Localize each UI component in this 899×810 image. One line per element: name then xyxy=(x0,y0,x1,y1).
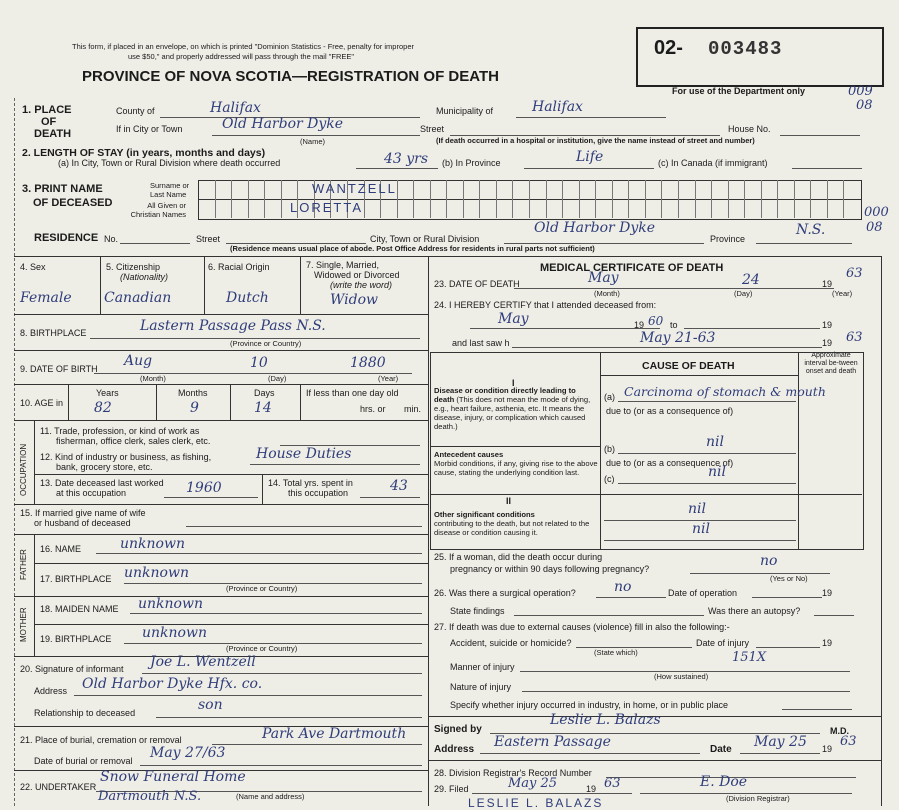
surname-label-1: Surname or xyxy=(150,181,190,190)
stay-b-label: (b) In Province xyxy=(442,158,501,168)
how-sustained-caption: (How sustained) xyxy=(654,672,709,681)
days-value: 14 xyxy=(254,400,272,416)
other-note: contributing to the death, but not related to the disease or condition causing it. xyxy=(434,519,590,537)
q29-line xyxy=(472,793,632,794)
sex-label: 4. Sex xyxy=(20,262,46,272)
name-grid-divider xyxy=(215,180,216,218)
name-grid-divider xyxy=(678,180,679,218)
father-bottom xyxy=(14,596,428,597)
dob-day-caption: (Day) xyxy=(268,374,287,383)
residence-label: RESIDENCE xyxy=(34,232,99,244)
reg-number: 003483 xyxy=(708,38,783,60)
father-name-line xyxy=(96,553,422,554)
manner-label: Manner of injury xyxy=(450,662,515,672)
birthplace-label: 8. BIRTHPLACE xyxy=(20,328,87,338)
given-value: LORETTA xyxy=(290,200,363,215)
last-saw-century: 19 xyxy=(822,338,833,348)
residence-province-value: N.S. xyxy=(796,222,826,238)
father-row-mid xyxy=(34,563,428,564)
q12-bottom xyxy=(34,474,428,475)
name-grid-divider xyxy=(761,180,762,218)
q25-line xyxy=(690,573,830,574)
q24-from-year: 60 xyxy=(648,314,664,328)
name-grid-divider xyxy=(562,180,563,218)
signer-address-value: Eastern Passage xyxy=(494,734,611,750)
accident-label: Accident, suicide or homicide? xyxy=(450,638,572,648)
undertaker-value-2: Dartmouth N.S. xyxy=(98,789,202,804)
informant-address-value: Old Harbor Dyke Hfx. co. xyxy=(82,676,263,692)
filed-value: May 25 xyxy=(508,776,558,791)
q23-year: 63 xyxy=(846,266,863,281)
registrar-caption: (Division Registrar) xyxy=(726,794,790,803)
citizenship-label-2: (Nationality) xyxy=(120,272,169,282)
q24-from: May xyxy=(498,311,529,327)
q26-value: no xyxy=(614,579,632,595)
q24-century: 19 xyxy=(634,320,645,330)
disease-label: Disease or condition directly leading to death xyxy=(434,386,576,404)
q23-day: 24 xyxy=(742,272,760,288)
row-15-bottom xyxy=(14,534,428,535)
mother-birthplace-label: 19. BIRTHPLACE xyxy=(40,634,112,644)
other-line-2 xyxy=(604,540,796,541)
cause-b-label: (b) xyxy=(604,444,615,454)
informant-value: Joe L. Wentzell xyxy=(150,654,256,670)
cause-c-label: (c) xyxy=(604,474,615,484)
dept-code-2: 08 xyxy=(856,98,873,113)
name-grid-divider xyxy=(413,180,414,218)
city-value: Old Harbor Dyke xyxy=(222,116,344,132)
cause-col-1 xyxy=(600,352,601,549)
mother-birthplace-caption: (Province or Country) xyxy=(226,644,298,653)
q24-to-century: 19 xyxy=(822,320,833,330)
days-label: Days xyxy=(254,388,275,398)
mail-notice-1: This form, if placed in an envelope, on which is printed "Dominion Statistics - Free, penalty for improper xyxy=(72,42,414,51)
q15-label-2: or husband of deceased xyxy=(34,518,131,528)
last-saw-value: May 21-63 xyxy=(640,330,716,346)
q23-month-caption: (Month) xyxy=(594,289,620,298)
dob-year-caption: (Year) xyxy=(378,374,399,383)
name-grid-divider xyxy=(711,180,712,218)
stay-b-value: Life xyxy=(576,149,604,165)
row-7-bottom xyxy=(14,314,428,315)
city-label: If in City or Town xyxy=(116,124,183,134)
antecedent-top xyxy=(430,446,600,447)
name-grid-divider xyxy=(579,180,580,218)
name-grid-divider xyxy=(843,180,844,218)
dob-month-caption: (Month) xyxy=(140,374,166,383)
date-operation-century: 19 xyxy=(822,588,833,598)
stay-a-line xyxy=(356,168,438,169)
name-grid-divider xyxy=(661,180,662,218)
residence-street-label: Street xyxy=(196,234,221,244)
antecedent-block xyxy=(434,450,598,477)
residence-note: (Residence means usual place of abode. Post Office Address for residents in rural parts not sufficient) xyxy=(230,244,595,253)
date-injury-label: Date of injury xyxy=(696,638,750,648)
burial-date-value: May 27/63 xyxy=(150,745,226,761)
racial-label: 6. Racial Origin xyxy=(208,262,270,272)
name-grid-divider xyxy=(479,180,480,218)
residence-code-1: 000 xyxy=(864,205,889,220)
occupation-divider xyxy=(34,420,35,504)
date-operation-label: Date of operation xyxy=(668,588,738,598)
main-grid-right xyxy=(881,256,882,806)
name-grid-divider xyxy=(628,180,629,218)
given-label-2: Christian Names xyxy=(130,210,186,219)
cause-b-line xyxy=(618,453,796,454)
signed-label: Signed by xyxy=(434,724,482,735)
cause-roman-2: II xyxy=(506,496,512,506)
code-151x: 151X xyxy=(732,650,767,665)
cause-b-value: nil xyxy=(706,434,724,450)
name-grid-divider xyxy=(430,180,431,218)
q13-label-1: 13. Date deceased last worked xyxy=(40,478,164,488)
col-5-divider xyxy=(100,256,101,314)
signer-date-value: May 25 xyxy=(754,734,807,750)
years-label: Years xyxy=(96,388,119,398)
name-grid-divider xyxy=(529,180,530,218)
mother-divider xyxy=(34,596,35,656)
citizenship-value: Canadian xyxy=(104,290,172,306)
cause-col-2 xyxy=(798,352,799,549)
name-grid-divider xyxy=(794,180,795,218)
undertaker-caption: (Name and address) xyxy=(236,792,305,801)
q23-month: May xyxy=(588,270,619,286)
row-10-bottom xyxy=(14,420,428,421)
months-label: Months xyxy=(178,388,208,398)
citizenship-label: 5. Citizenship xyxy=(106,262,161,272)
name-grid-divider xyxy=(446,180,447,218)
nature-label: Nature of injury xyxy=(450,682,512,692)
medical-title: MEDICAL CERTIFICATE OF DEATH xyxy=(540,262,724,274)
q26-label: 26. Was there a surgical operation? xyxy=(434,588,576,598)
lessday-label: If less than one day old xyxy=(306,388,399,398)
cause-part2-top xyxy=(430,494,862,495)
q11-label-1: 11. Trade, profession, or kind of work as xyxy=(40,426,200,436)
city-line xyxy=(212,135,420,136)
signer-date-line xyxy=(740,753,820,754)
occupation-side-label: OCCUPATION xyxy=(19,443,28,496)
name-grid-divider xyxy=(463,180,464,218)
specify-label: Specify whether injury occurred in industry, in home, or in public place xyxy=(450,700,728,710)
informant-address-label: Address xyxy=(34,686,68,696)
age-label: 10. AGE in xyxy=(20,398,64,408)
autopsy-line xyxy=(814,615,854,616)
given-label-1: All Given or xyxy=(147,201,186,210)
q14-label-1: 14. Total yrs. spent in xyxy=(268,478,353,488)
stay-b-line xyxy=(524,168,654,169)
age-col-4 xyxy=(300,384,301,420)
q25-value: no xyxy=(760,553,778,569)
other-label: Other significant conditions xyxy=(434,510,535,519)
q11-label-2: fisherman, office clerk, sales clerk, etc. xyxy=(56,436,211,446)
cause-title-bottom xyxy=(600,375,798,376)
name-grid-divider xyxy=(827,180,828,218)
relationship-value: son xyxy=(198,697,223,713)
specify-line xyxy=(782,709,852,710)
name-grid-divider xyxy=(728,180,729,218)
municipality-line xyxy=(516,117,666,118)
due-label-1: due to (or as a consequence of) xyxy=(606,406,734,416)
residence-no-line xyxy=(120,243,190,244)
min-label: min. xyxy=(404,404,422,414)
q14-value: 43 xyxy=(390,478,408,494)
mother-birthplace-value: unknown xyxy=(142,625,207,641)
birthplace-caption: (Province or Country) xyxy=(230,339,302,348)
years-value: 82 xyxy=(94,400,112,416)
residence-city-label: City, Town or Rural Division xyxy=(370,234,480,244)
antecedent-label: Antecedent causes xyxy=(434,450,504,459)
mother-maiden-label: 18. MAIDEN NAME xyxy=(40,604,119,614)
q24-to-label: to xyxy=(670,320,678,330)
municipality-label: Municipality of xyxy=(436,106,494,116)
md-label: M.D. xyxy=(830,726,849,736)
residence-province-line xyxy=(756,243,852,244)
mother-row-mid xyxy=(34,624,428,625)
col-6-divider xyxy=(204,256,205,314)
other-block xyxy=(434,510,598,537)
cause-a-label: (a) xyxy=(604,392,615,402)
marital-label-2: Widowed or Divorced xyxy=(314,270,400,280)
section-1-of: OF xyxy=(41,116,57,128)
filed-century: 19 xyxy=(586,784,597,794)
q12-line xyxy=(250,464,420,465)
name-grid-divider xyxy=(777,180,778,218)
city-name-caption: (Name) xyxy=(300,137,326,146)
racial-value: Dutch xyxy=(226,290,269,306)
burial-date-line xyxy=(140,765,422,766)
marital-label-3: (write the word) xyxy=(330,280,393,290)
due-label-2: due to (or as a consequence of) xyxy=(606,458,734,468)
signer-address-line xyxy=(480,753,700,754)
hrs-label: hrs. or xyxy=(360,404,386,414)
disease-note: (This does not mean the mode of dying, e.g., heart failure, asthenia, etc. It means the disease, injury, or complication which caused death.) xyxy=(434,395,591,431)
last-saw-label: and last saw h xyxy=(452,338,510,348)
cause-c-value: nil xyxy=(708,464,726,480)
street-label: Street xyxy=(420,124,445,134)
marital-value: Widow xyxy=(330,292,378,308)
name-grid-divider xyxy=(595,180,596,218)
name-grid-divider xyxy=(496,180,497,218)
months-value: 9 xyxy=(190,400,199,416)
municipality-value: Halifax xyxy=(532,99,583,115)
q25-caption: (Yes or No) xyxy=(770,574,808,583)
signer-date-century: 19 xyxy=(822,744,833,754)
name-grid-divider xyxy=(695,180,696,218)
q12-label-2: bank, grocery store, etc. xyxy=(56,462,153,472)
name-grid-divider xyxy=(231,180,232,218)
relationship-line xyxy=(156,717,422,718)
date-injury-century: 19 xyxy=(822,638,833,648)
signer-date-label: Date xyxy=(710,744,732,755)
residence-no-label: No. xyxy=(104,234,119,244)
dob-label: 9. DATE OF BIRTH xyxy=(20,364,98,374)
col-7-divider xyxy=(300,256,301,314)
cause-title: CAUSE OF DEATH xyxy=(642,360,735,372)
name-grid-divider xyxy=(248,180,249,218)
informant-label: 20. Signature of informant xyxy=(20,664,124,674)
q15-label-1: 15. If married give name of wife xyxy=(20,508,146,518)
printed-doctor-name: LESLIE L. BALAZS xyxy=(468,796,604,810)
q23-label: 23. DATE OF DEATH xyxy=(434,279,520,289)
disease-label-block xyxy=(434,386,598,431)
age-col-3 xyxy=(230,384,231,420)
last-saw-line xyxy=(512,347,822,348)
burial-place-label: 21. Place of burial, cremation or removal xyxy=(20,735,182,745)
registrar-value: E. Doe xyxy=(700,774,748,790)
q25-label-2: pregnancy or within 90 days following pregnancy? xyxy=(450,564,650,574)
other-value-1: nil xyxy=(688,501,706,517)
interval-header: Approximate interval be-tween onset and death xyxy=(804,352,858,375)
dept-use: For use of the Department only xyxy=(672,86,806,96)
section-1-label: 1. PLACE xyxy=(22,104,72,116)
house-line xyxy=(780,135,860,136)
q24-from-line xyxy=(470,328,660,329)
father-divider xyxy=(34,534,35,596)
birthplace-value: Lastern Passage Pass N.S. xyxy=(140,318,326,334)
main-grid-divider xyxy=(428,256,429,806)
informant-line xyxy=(142,673,422,674)
left-margin xyxy=(14,98,15,806)
father-side-label: FATHER xyxy=(19,549,28,580)
signer-address-label: Address xyxy=(434,744,475,755)
informant-address-line xyxy=(74,695,422,696)
q14-label-2: this occupation xyxy=(288,488,349,498)
name-grid-divider xyxy=(810,180,811,218)
q23-day-caption: (Day) xyxy=(734,289,753,298)
q27-label: 27. If death was due to external causes (violence) fill in also the following:- xyxy=(434,622,730,632)
q13-divider xyxy=(262,474,263,504)
mother-maiden-line xyxy=(130,613,422,614)
mother-maiden-value: unknown xyxy=(138,596,203,612)
q12-label-1: 12. Kind of industry or business, as fishing, xyxy=(40,452,212,462)
section-2-label: 2. LENGTH OF STAY (in years, months and days) xyxy=(22,147,266,159)
section-3-label-2: OF DECEASED xyxy=(33,197,113,209)
q24-to-line xyxy=(684,328,820,329)
undertaker-label: 22. UNDERTAKER xyxy=(20,782,97,792)
q29-label: 29. Filed xyxy=(434,784,469,794)
name-grid-divider xyxy=(645,180,646,218)
findings-line xyxy=(514,615,704,616)
filed-year: 63 xyxy=(604,776,621,791)
place-note: (If death occurred in a hospital or institution, give the name instead of street and number) xyxy=(436,136,755,145)
signer-date-year: 63 xyxy=(840,734,857,749)
q12-value: House Duties xyxy=(256,446,352,462)
cause-a-value: Carcinoma of stomach & mouth xyxy=(624,384,826,399)
date-injury-line xyxy=(756,647,820,648)
last-saw-year: 63 xyxy=(846,330,863,345)
stay-a-value: 43 yrs xyxy=(384,151,429,167)
name-grid-divider xyxy=(546,180,547,218)
q23-line xyxy=(514,288,834,289)
q25-label-1: 25. If a woman, did the death occur during xyxy=(434,552,603,562)
sex-value: Female xyxy=(20,290,72,306)
mother-side-label: MOTHER xyxy=(19,607,28,642)
antecedent-note: Morbid conditions, if any, giving rise to the above cause, stating the underlying condition last. xyxy=(434,459,598,477)
q13-value: 1960 xyxy=(186,480,222,496)
father-name-value: unknown xyxy=(120,536,185,552)
other-value-2: nil xyxy=(692,521,710,537)
reg-prefix: 02- xyxy=(654,37,683,59)
mail-notice-2: use $50," and properly addressed will pass through the mail "FREE" xyxy=(128,52,355,61)
surname-value: WANTZELL xyxy=(312,181,397,196)
surname-label-2: Last Name xyxy=(150,190,187,199)
section-1-death: DEATH xyxy=(34,128,72,140)
age-col-2 xyxy=(156,384,157,420)
section-3-label: 3. PRINT NAME xyxy=(22,183,103,195)
father-birthplace-label: 17. BIRTHPLACE xyxy=(40,574,112,584)
father-name-label: 16. NAME xyxy=(40,544,82,554)
name-grid-divider xyxy=(281,180,282,218)
signed-value: Leslie L. Balazs xyxy=(550,712,661,728)
row-8-bottom xyxy=(14,350,428,351)
main-grid-top xyxy=(14,256,882,257)
county-value: Halifax xyxy=(210,100,261,116)
state-which-caption: (State which) xyxy=(594,648,638,657)
dob-day: 10 xyxy=(250,355,268,371)
autopsy-label: Was there an autopsy? xyxy=(708,606,801,616)
findings-label: State findings xyxy=(450,606,505,616)
residence-province-label: Province xyxy=(710,234,746,244)
undertaker-value: Snow Funeral Home xyxy=(100,769,246,785)
cause-a-line xyxy=(618,401,796,402)
name-grid-divider xyxy=(512,180,513,218)
q28-label: 28. Division Registrar's Record Number xyxy=(434,768,592,778)
stay-c-label: (c) In Canada (if immigrant) xyxy=(658,158,768,168)
q13-line xyxy=(164,497,258,498)
father-birthplace-value: unknown xyxy=(124,565,189,581)
row-9-bottom xyxy=(14,384,428,385)
date-operation-line xyxy=(752,597,822,598)
burial-place-value: Park Ave Dartmouth xyxy=(262,726,407,742)
father-birthplace-caption: (Province or Country) xyxy=(226,584,298,593)
q24-label: 24. I HEREBY CERTIFY that I attended deceased from: xyxy=(434,300,657,310)
burial-date-label: Date of burial or removal xyxy=(34,756,133,766)
county-label: County of xyxy=(116,106,155,116)
residence-code-2: 08 xyxy=(866,220,883,235)
marital-label-1: 7. Single, Married, xyxy=(306,260,380,270)
signature-bottom xyxy=(428,760,882,761)
residence-city-value: Old Harbor Dyke xyxy=(534,220,656,236)
row-14-bottom xyxy=(14,504,428,505)
dept-code-1: 009 xyxy=(848,84,873,99)
name-grid-divider xyxy=(264,180,265,218)
q23-century: 19 xyxy=(822,279,833,289)
q23-year-caption: (Year) xyxy=(832,289,853,298)
relationship-label: Relationship to deceased xyxy=(34,708,136,718)
stay-a-label: (a) In City, Town or Rural Division where death occurred xyxy=(58,158,281,168)
q15-line xyxy=(186,526,422,527)
cause-roman-1: I xyxy=(512,378,515,388)
house-label: House No. xyxy=(728,124,771,134)
q13-label-2: at this occupation xyxy=(56,488,127,498)
burial-place-line xyxy=(212,744,422,745)
age-col-1 xyxy=(68,384,69,420)
nature-line xyxy=(522,691,850,692)
dob-month: Aug xyxy=(124,353,153,369)
q26-line xyxy=(596,597,666,598)
cause-c-line xyxy=(618,483,796,484)
form-title: PROVINCE OF NOVA SCOTIA—REGISTRATION OF DEATH xyxy=(82,68,499,85)
dob-year: 1880 xyxy=(350,355,386,371)
q14-line xyxy=(360,497,420,498)
name-grid-divider xyxy=(744,180,745,218)
name-grid-divider xyxy=(612,180,613,218)
stay-c-line xyxy=(792,168,862,169)
